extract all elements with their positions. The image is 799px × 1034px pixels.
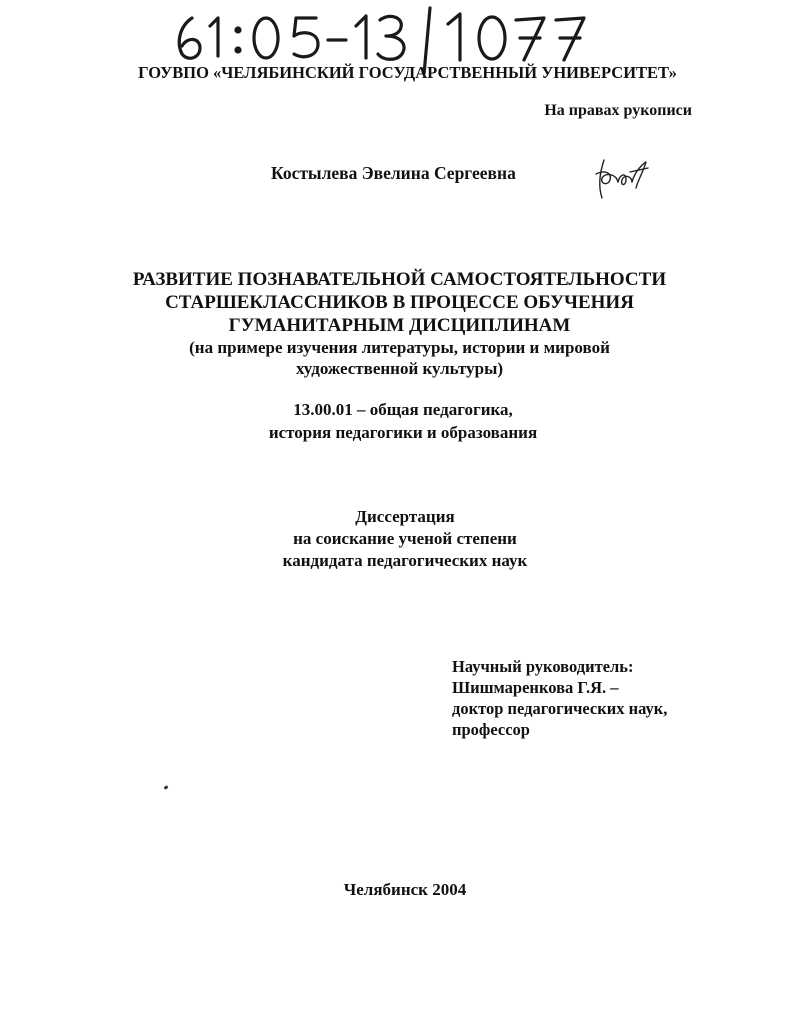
degree-field-line: кандидата педагогических наук <box>282 551 528 570</box>
title-line: РАЗВИТИЕ ПОЗНАВАТЕЛЬНОЙ САМОСТОЯТЕЛЬНОСТИ <box>132 269 667 290</box>
supervisor-name: Шишмаренкова Г.Я. – <box>452 678 619 697</box>
author-signature <box>590 152 652 204</box>
rights-note: На правах рукописи <box>544 102 692 119</box>
subtitle-line: (на примере изучения литературы, истории и мировой <box>189 338 610 357</box>
specialty-name-line: история педагогики и образования <box>268 423 538 442</box>
supervisor-title: профессор <box>452 720 530 739</box>
specialty-code-line: 13.00.01 – общая педагогика, <box>293 400 513 419</box>
specialty-block <box>0 398 799 444</box>
degree-line: на соискание ученой степени <box>293 529 517 548</box>
supervisor-degree: доктор педагогических наук, <box>452 699 668 718</box>
supervisor-label: Научный руководитель: <box>452 657 634 676</box>
title-line: ГУМАНИТАРНЫМ ДИСЦИПЛИНАМ <box>228 315 571 336</box>
dissertation-label: Диссертация <box>355 507 455 526</box>
dissertation-title <box>0 268 799 379</box>
dissertation-block <box>0 506 799 572</box>
subtitle-line: художественной культуры) <box>295 359 504 378</box>
title-line: СТАРШЕКЛАССНИКОВ В ПРОЦЕССЕ ОБУЧЕНИЯ <box>165 292 634 313</box>
supervisor-block <box>452 656 667 740</box>
scan-speck <box>164 785 169 790</box>
author-name: Костылева Эвелина Сергеевна <box>271 163 516 183</box>
institution-name: ГОУВПО «ЧЕЛЯБИНСКИЙ ГОСУДАРСТВЕННЫЙ УНИВЕРСИТЕТ» <box>138 63 677 82</box>
city-year: Челябинск 2004 <box>343 880 467 899</box>
